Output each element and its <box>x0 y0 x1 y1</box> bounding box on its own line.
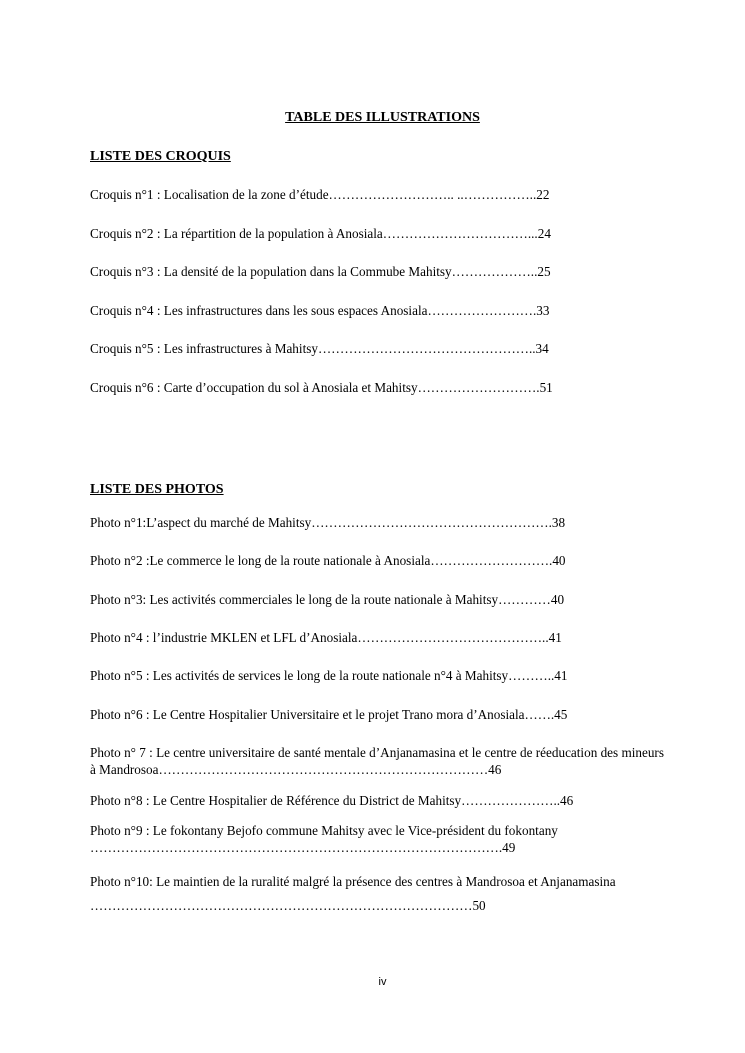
croquis-entry: Croquis n°2 : La répartition de la population à Anosiala……………………………...24 <box>90 226 551 241</box>
photo-entry: Photo n°4 : l’industrie MKLEN et LFL d’Anosiala……………………………………..41 <box>90 630 562 645</box>
photos-list-heading: LISTE DES PHOTOS <box>90 482 224 497</box>
croquis-entry: Croquis n°1 : Localisation de la zone d’étude……………………….. ..……………..22 <box>90 187 550 202</box>
croquis-entry: Croquis n°6 : Carte d’occupation du sol à Anosiala et Mahitsy……………………….51 <box>90 380 553 395</box>
croquis-entry: Croquis n°3 : La densité de la population dans la Commube Mahitsy………………..25 <box>90 264 551 279</box>
page-title: TABLE DES ILLUSTRATIONS <box>285 110 480 125</box>
croquis-entry: Croquis n°5 : Les infrastructures à Mahitsy…………………………………………..34 <box>90 341 549 356</box>
photo-entry: Photo n° 7 : Le centre universitaire de santé mentale d’Anjanamasina et le centre de réeducation des mineurs à Mandrosoa…………………………………………………………………46 <box>90 745 664 777</box>
photo-entry: Photo n°3: Les activités commerciales le long de la route nationale à Mahitsy…………40 <box>90 592 565 607</box>
photo-entry: Photo n°5 : Les activités de services le long de la route nationale n°4 à Mahitsy………..41 <box>90 668 568 683</box>
croquis-entry: Croquis n°4 : Les infrastructures dans les sous espaces Anosiala…………………….33 <box>90 303 550 318</box>
photo-entry: Photo n°1:L’aspect du marché de Mahitsy……………………………………………….38 <box>90 515 566 530</box>
photo-entry: Photo n°2 :Le commerce le long de la route nationale à Anosiala……………………….40 <box>90 553 566 568</box>
page-number: iv <box>378 976 387 988</box>
croquis-list-heading: LISTE DES CROQUIS <box>90 149 231 164</box>
photo-entry: Photo n°10: Le maintien de la ruralité malgré la présence des centres à Mandrosoa et Anjanamasina ……………………………………………………………………………50 <box>90 874 616 913</box>
photo-entry: Photo n°9 : Le fokontany Bejofo commune Mahitsy avec le Vice-président du fokontany ………………………………………………………………………………….49 <box>90 823 558 855</box>
photo-entry: Photo n°8 : Le Centre Hospitalier de Référence du District de Mahitsy…………………..46 <box>90 793 574 808</box>
photo-entry: Photo n°6 : Le Centre Hospitalier Universitaire et le projet Trano mora d’Anosiala…….45 <box>90 707 568 722</box>
